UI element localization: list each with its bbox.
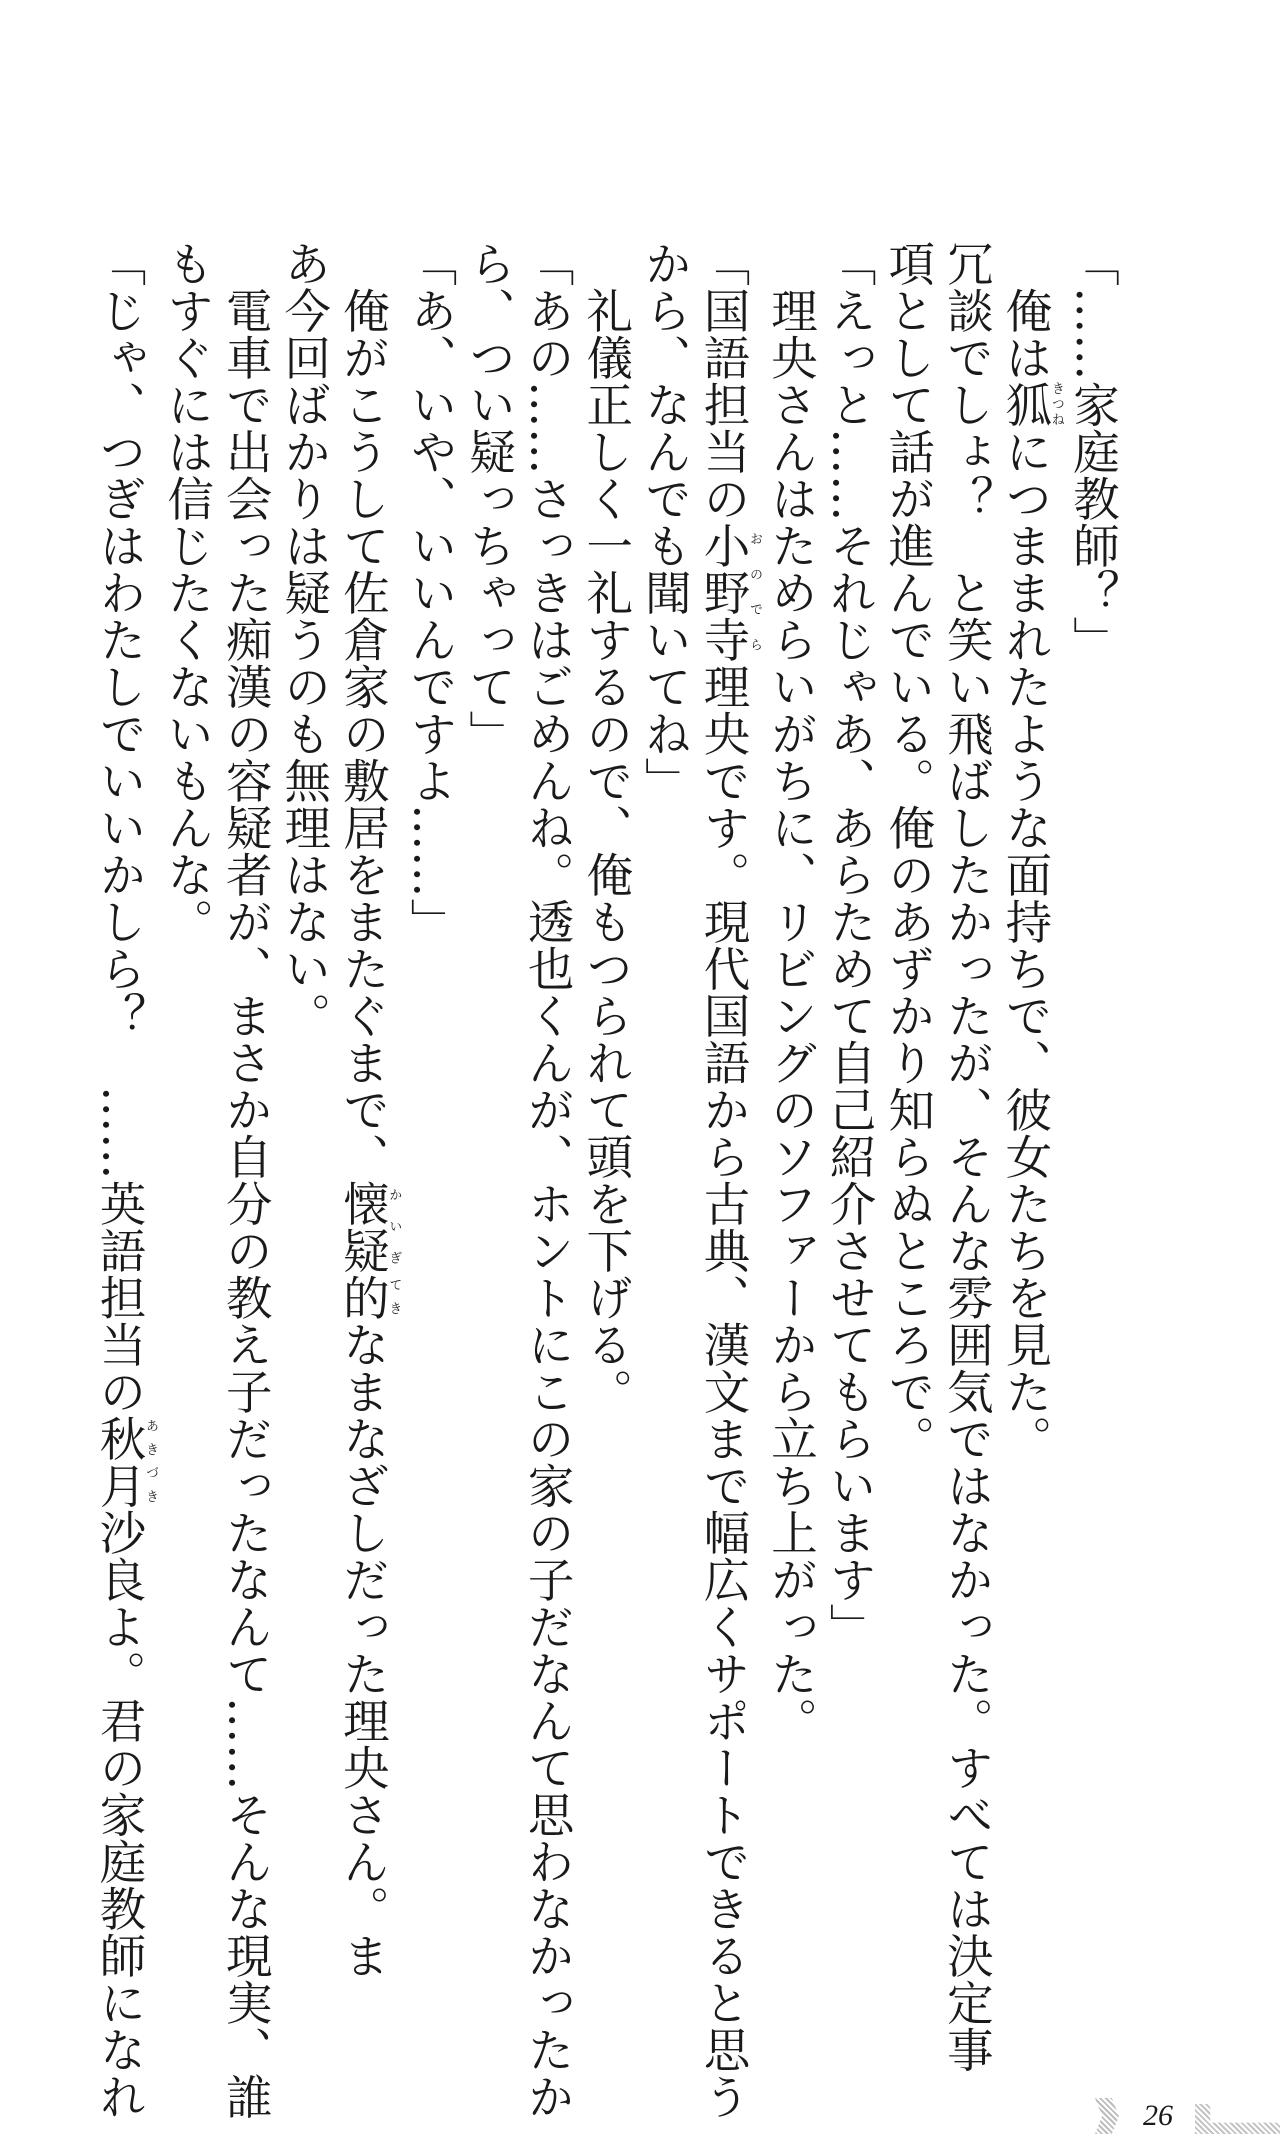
page-number: 26 [1143,2099,1173,2132]
text-line: 俺は狐きつねにつままれたような面持ちで、彼女たちを見た。 [998,240,1064,1462]
text-line: から、なんでも聞いてね」 [637,240,692,804]
text-line: もすぐには信じたくないもんな。 [160,240,215,945]
text-line: 俺がこうして佐倉家の敷居をまたぐまで、懐疑かいぎ的てきなまなざしだった理央さん。ま [335,240,402,1979]
text-line: 項として話が進んでいる。俺のあずかり知らぬところで。 [881,240,936,1462]
body-text [90,240,1122,2120]
text-line: 礼儀正しく一礼するので、俺もつられて頭を下げる。 [579,240,634,1415]
text-line: 「えっと……それじゃあ、あらためて自己紹介させてもらいます」 [822,240,877,1650]
folio-ornament-right [1195,2104,1280,2134]
text-line: 冗談でしょ？ と笑い飛ばしたかったが、そんな雰囲気ではなかった。すべては決定事 [939,240,994,2073]
text-line: 電車で出会った痴漢の容疑者が、まさか自分の教え子だったなんて……そんな現実、誰 [218,240,273,2120]
text-line: 「あ、いや、いいんですよ……」 [403,240,458,945]
text-line: あ今回ばかりは疑うのも無理はない。 [277,240,332,1039]
text-line: ら、つい疑っちゃって」 [462,240,517,757]
text-line: 「国語担当の小野寺おのでら理央です。現代国語から古典、漢文まで幅広くサポートできると思う [696,240,762,2120]
text-line: 「あの……さっきはごめんね。透也くんが、ホントにこの家の子だなんて思わなかったか [520,240,575,2120]
text-line: 理央さんはためらいがちに、リビングのソファーから立ち上がった。 [764,240,819,1744]
text-line: 「……家庭教師？」 [1066,240,1120,663]
folio-ornament-left [1095,2098,1119,2134]
text-line: 「じゃ、つぎはわたしでいいかしら？ ……英語担当の秋月あきづき沙良よ。君の家庭教師になれ [92,240,158,2120]
folio [1095,2098,1280,2138]
